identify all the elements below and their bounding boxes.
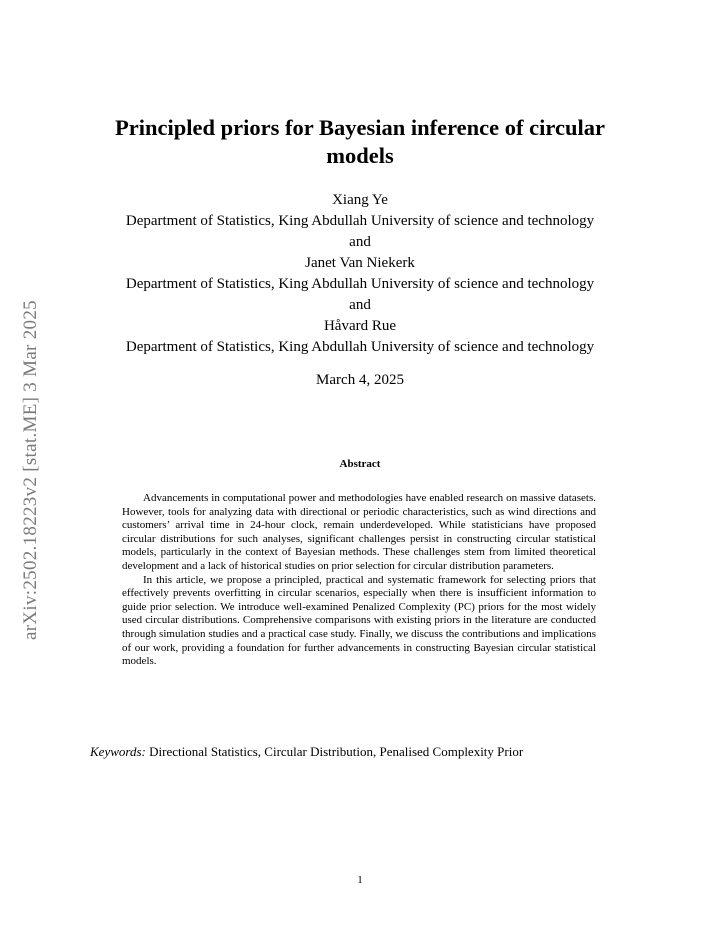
author-name: Xiang Ye — [332, 192, 388, 208]
author-affiliation: Department of Statistics, King Abdullah University of science and technology — [125, 276, 595, 292]
abstract-heading: Abstract — [339, 458, 381, 470]
abstract-paragraph: In this article, we propose a principled, practical and systematic framework for selecting priors that effectively prevents overfitting in circular scenarios, especially when there is insufficient information to guide prior selection. We introduce well-examined Penalized Complexity (PC) priors for the most widely used circular distributions. Comprehensive comparisons with existing priors in the literature are conducted through simulation studies and a practical case study. Finally, we discuss the contributions and implications of our work, providing a foundation for further advancements in constructing Bayesian circular statistical models. — [122, 573, 596, 668]
abstract-paragraph: Advancements in computational power and methodologies have enabled research on massive datasets. However, tools for analyzing data with directional or periodic characteristics, such as wind directions and customers’ arrival time in 24-hour clock, remain underdeveloped. While statisticians have proposed circular distributions for such analyses, significant challenges persist in constructing circular statistical models, particularly in the context of Bayesian methods. These challenges stem from limited theoretical development and a lack of historical studies on prior selection for circular distribution parameters. — [122, 492, 596, 572]
abstract-body — [122, 492, 596, 669]
author-name: Håvard Rue — [323, 318, 397, 334]
author-name: Janet Van Niekerk — [305, 255, 415, 271]
keywords-label: Keywords: — [90, 744, 146, 759]
keywords-line — [90, 744, 650, 760]
paper-date: March 4, 2025 — [316, 372, 404, 388]
author-block — [60, 190, 660, 358]
author-separator: and — [349, 234, 371, 250]
author-affiliation: Department of Statistics, King Abdullah University of science and technology — [125, 339, 595, 355]
author-separator: and — [349, 297, 371, 313]
paper-title: Principled priors for Bayesian inference of circular models — [115, 115, 605, 168]
keywords-text: Directional Statistics, Circular Distribution, Penalised Complexity Prior — [149, 744, 524, 759]
author-affiliation: Department of Statistics, King Abdullah University of science and technology — [125, 213, 595, 229]
page-number: 1 — [357, 874, 363, 886]
arxiv-identifier: arXiv:2502.18223v2 [stat.ME] 3 Mar 2025 — [20, 300, 41, 640]
